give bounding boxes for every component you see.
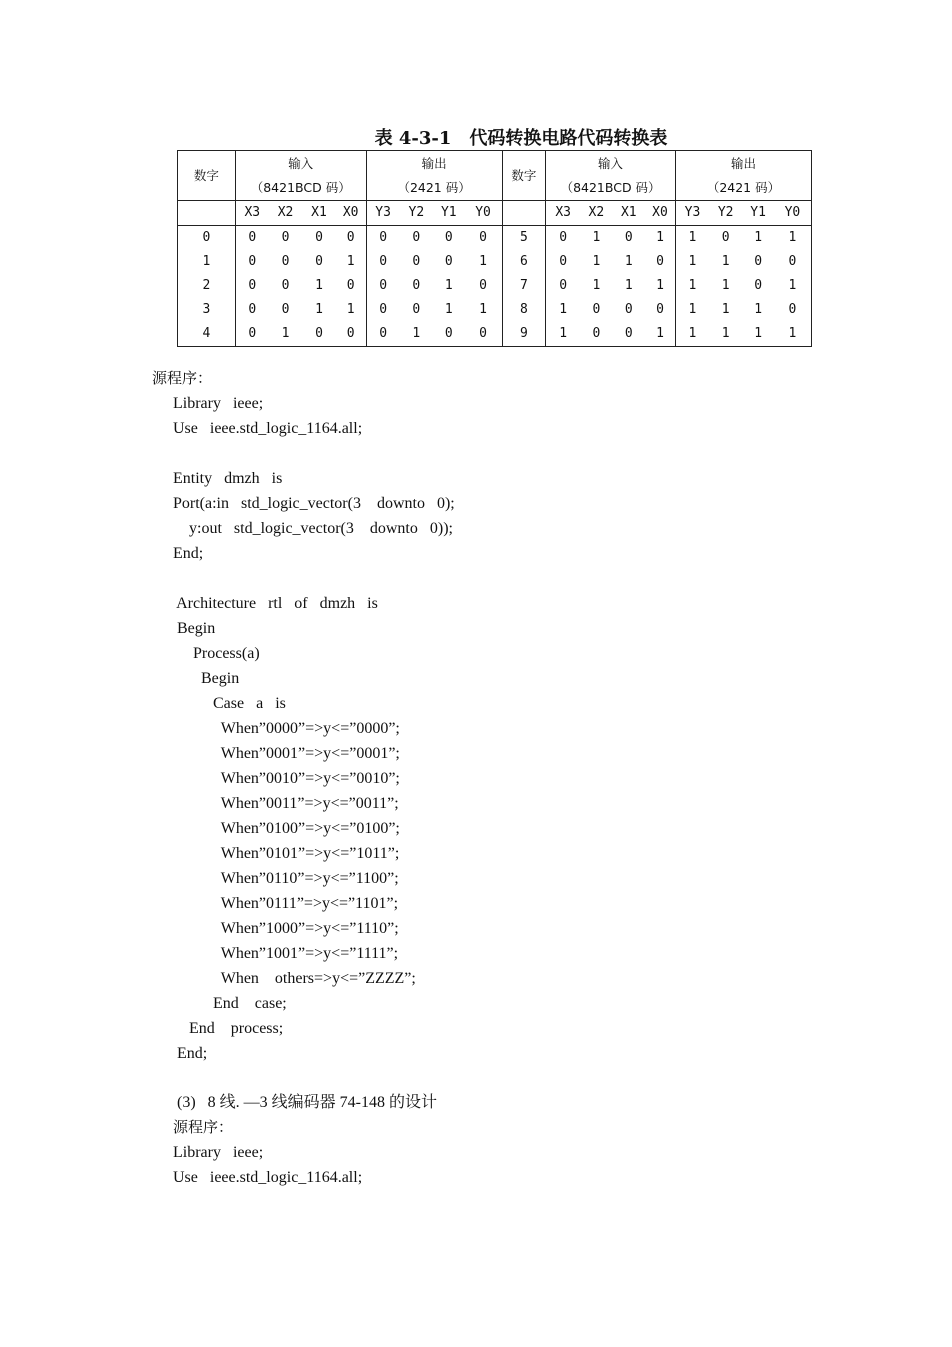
code-line: Port(a:in std_logic_vector(3 downto 0); (173, 495, 455, 512)
source-code (173, 391, 455, 1066)
input-code-header: （8421BCD 码） (235, 175, 366, 200)
digit-cell: 4 (178, 322, 236, 347)
output-code-header: （2421 码） (366, 175, 502, 200)
code-line: When”0000”=>y<=”0000”; (173, 720, 400, 737)
output-header: 输出 (366, 151, 502, 176)
code-line: When others=>y<=”ZZZZ”; (173, 970, 416, 987)
bit-cell: 0 (366, 274, 399, 298)
bit-cell: 1 (592, 254, 601, 269)
bit-label: X1 (613, 200, 645, 225)
source-code (173, 1140, 362, 1190)
digit-cell: 2 (178, 274, 236, 298)
digit-cell: 1 (178, 250, 236, 274)
bit-cell: 1 (709, 322, 742, 347)
bit-cell: 1 (721, 254, 730, 269)
code-line: End; (173, 545, 204, 562)
bit-cell: 0 (336, 225, 366, 250)
bit-cell: 1 (675, 322, 708, 347)
source-heading: 源程序： (173, 1118, 234, 1136)
bit-cell: 1 (336, 298, 366, 322)
bit-label: X3 (235, 200, 268, 225)
bit-cell: 0 (366, 250, 399, 274)
input-header: 输入 (235, 151, 366, 176)
digit-cell: 3 (178, 298, 236, 322)
bit-cell: 0 (366, 225, 399, 250)
code-line: Library ieee; (173, 395, 264, 412)
code-line: Begin (173, 670, 240, 687)
bit-cell: 0 (465, 322, 503, 347)
bit-cell: 1 (592, 278, 601, 293)
num-header: 数字 (178, 151, 236, 201)
bit-cell: 1 (546, 298, 580, 322)
bit-cell: 0 (269, 225, 302, 250)
empty-cell (502, 200, 546, 225)
bit-cell: 0 (315, 254, 323, 269)
code-line: When”1001”=>y<=”1111”; (173, 945, 399, 962)
bit-cell: 0 (281, 254, 290, 269)
bit-cell: 0 (546, 274, 580, 298)
code-line: End; (173, 1045, 208, 1062)
bit-cell: 0 (754, 278, 763, 293)
code-line: Use ieee.std_logic_1164.all; (173, 1169, 363, 1186)
bit-label: X2 (269, 200, 302, 225)
bit-cell: 1 (774, 322, 812, 347)
bit-cell: 0 (774, 250, 812, 274)
bit-cell: 1 (336, 250, 366, 274)
bit-cell: 0 (400, 225, 433, 250)
bit-header-row (178, 200, 812, 225)
bit-cell: 0 (235, 225, 268, 250)
bit-cell: 0 (774, 298, 812, 322)
bit-cell: 1 (774, 274, 812, 298)
bit-cell: 0 (412, 302, 421, 317)
digit-cell: 6 (502, 250, 546, 274)
code-line: Begin (173, 620, 216, 637)
bit-cell: 0 (412, 254, 421, 269)
output-code-header: （2421 码） (675, 175, 811, 200)
code-line (173, 566, 455, 591)
bit-cell: 0 (336, 274, 366, 298)
bit-cell: 1 (444, 278, 453, 293)
bit-cell: 0 (302, 322, 335, 347)
bit-cell: 0 (235, 274, 268, 298)
table-body (178, 225, 812, 346)
bit-cell: 1 (721, 302, 730, 317)
digit-cell: 8 (502, 298, 546, 322)
bit-cell: 0 (546, 225, 580, 250)
bit-cell: 1 (774, 225, 812, 250)
section-title: (3) 8 线. —3 线编码器 74-148 的设计 (173, 1094, 437, 1111)
bit-cell: 0 (754, 254, 763, 269)
table-row (178, 225, 812, 250)
input-header: 输入 (546, 151, 676, 176)
bit-label: Y0 (465, 200, 503, 225)
code-line: Architecture rtl of dmzh is (173, 595, 378, 612)
num-header: 数字 (502, 151, 546, 201)
bit-cell: 0 (235, 298, 268, 322)
bit-cell: 1 (675, 225, 708, 250)
bit-label: Y0 (774, 200, 812, 225)
code-line: Case a is (173, 695, 286, 712)
bit-cell: 0 (546, 250, 580, 274)
code-line: When”0011”=>y<=”0011”; (173, 795, 399, 812)
bit-cell: 0 (613, 322, 645, 347)
bit-cell: 0 (580, 322, 612, 347)
table-row (178, 274, 812, 298)
bit-cell: 0 (302, 225, 335, 250)
input-code-header: （8421BCD 码） (546, 175, 676, 200)
bit-cell: 1 (645, 322, 675, 347)
bit-label: Y3 (675, 200, 708, 225)
code-line: y:out std_logic_vector(3 downto 0)); (173, 520, 453, 537)
bit-cell: 1 (624, 254, 633, 269)
bit-cell: 1 (269, 322, 302, 347)
bit-cell: 0 (645, 298, 675, 322)
bit-cell: 0 (281, 278, 290, 293)
bit-cell: 0 (433, 322, 464, 347)
bit-cell: 1 (742, 322, 773, 347)
bit-label: X0 (336, 200, 366, 225)
table-row (178, 322, 812, 347)
bit-cell: 1 (645, 274, 675, 298)
bit-cell: 0 (613, 225, 645, 250)
code-line (173, 441, 455, 466)
bit-label: Y1 (742, 200, 773, 225)
bit-cell: 0 (366, 322, 399, 347)
bit-cell: 1 (624, 278, 633, 293)
bit-cell: 0 (624, 302, 633, 317)
code-line: End process; (173, 1020, 284, 1037)
output-header: 输出 (675, 151, 811, 176)
code-line: Use ieee.std_logic_1164.all; (173, 420, 363, 437)
empty-cell (178, 200, 236, 225)
code-line: Entity dmzh is (173, 470, 283, 487)
code-line: When”0101”=>y<=”1011”; (173, 845, 400, 862)
table-row (178, 250, 812, 274)
bit-cell: 0 (336, 322, 366, 347)
bit-label: X0 (645, 200, 675, 225)
bit-cell: 0 (592, 302, 601, 317)
code-line: Process(a) (173, 645, 260, 662)
code-line: When”1000”=>y<=”1110”; (173, 920, 399, 937)
bit-label: Y2 (400, 200, 433, 225)
bit-cell: 1 (645, 225, 675, 250)
digit-cell: 7 (502, 274, 546, 298)
bit-cell: 0 (235, 322, 268, 347)
bit-cell: 1 (315, 278, 323, 293)
bit-cell: 1 (465, 250, 503, 274)
bit-cell: 1 (400, 322, 433, 347)
bit-cell: 0 (281, 302, 290, 317)
digit-cell: 5 (502, 225, 546, 250)
code-line: Library ieee; (173, 1144, 264, 1161)
bit-cell: 0 (235, 250, 268, 274)
bit-cell: 1 (315, 302, 323, 317)
bit-cell: 1 (721, 278, 730, 293)
code-line: When”0100”=>y<=”0100”; (173, 820, 400, 837)
bit-label: X3 (546, 200, 580, 225)
bit-cell: 0 (709, 225, 742, 250)
code-line: When”0111”=>y<=”1101”; (173, 895, 399, 912)
table-caption: 表 4-3-1 代码转换电路代码转换表 (374, 128, 668, 149)
code-line: When”0001”=>y<=”0001”; (173, 745, 400, 762)
bit-cell: 1 (675, 298, 708, 322)
bit-label: Y1 (433, 200, 464, 225)
code-line: End case; (173, 995, 287, 1012)
bit-cell: 0 (645, 250, 675, 274)
code-conversion-table (177, 150, 812, 347)
code-line: When”0010”=>y<=”0010”; (173, 770, 400, 787)
bit-label: Y2 (709, 200, 742, 225)
bit-cell: 1 (754, 302, 763, 317)
bit-cell: 1 (742, 225, 773, 250)
bit-cell: 0 (433, 225, 464, 250)
bit-cell: 1 (675, 274, 708, 298)
bit-label: Y3 (366, 200, 399, 225)
bit-cell: 0 (444, 254, 453, 269)
digit-cell: 0 (178, 225, 236, 250)
digit-cell: 9 (502, 322, 546, 347)
bit-cell: 1 (580, 225, 612, 250)
bit-label: X1 (302, 200, 335, 225)
bit-cell: 1 (465, 298, 503, 322)
bit-cell: 1 (675, 250, 708, 274)
bit-cell: 0 (366, 298, 399, 322)
table-row (178, 298, 812, 322)
bit-cell: 1 (546, 322, 580, 347)
bit-cell: 0 (465, 274, 503, 298)
code-line: When”0110”=>y<=”1100”; (173, 870, 399, 887)
bit-cell: 0 (412, 278, 421, 293)
bit-cell: 0 (465, 225, 503, 250)
source-heading: 源程序： (152, 369, 213, 387)
bit-cell: 1 (444, 302, 453, 317)
bit-label: X2 (580, 200, 612, 225)
